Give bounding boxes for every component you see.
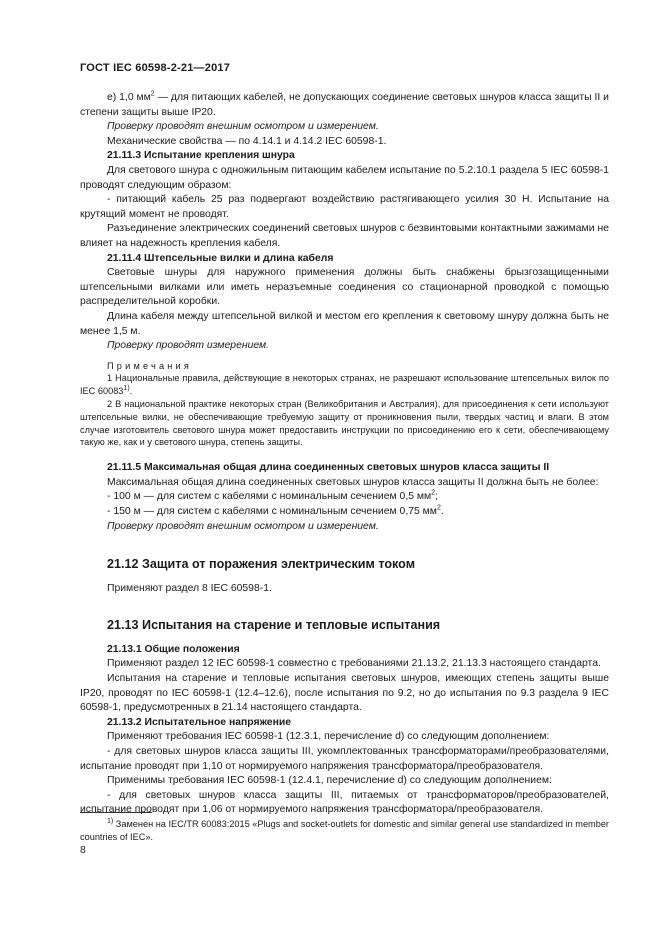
notes-block bbox=[80, 360, 609, 450]
paragraph: Максимальная общая длина соединенных световых шнуров класса защиты II должна быть не более: bbox=[107, 476, 599, 488]
subsection-heading: 21.11.4 Штепсельные вилки и длина кабеля bbox=[107, 252, 334, 264]
page-number: 8 bbox=[80, 845, 86, 856]
paragraph: Применяют раздел 12 IEC 60598-1 совместно с требованиями 21.13.2, 21.13.3 настоящего стандарта. bbox=[107, 658, 601, 670]
note: 1 Национальные правила, действующие в некоторых странах, не разрешают использование штепсельных вилок по IEC 60083$^{1)}$. bbox=[80, 373, 609, 397]
subsection-heading: 21.13.2 Испытательное напряжение bbox=[107, 716, 292, 728]
note: 2 В национальной практике некоторых стран (Великобритания и Австралия), для присоединения к сети используют штепсельные вилки, не обеспечивающие требуемую защиту от проникновения пыли, твердых частиц и влаги. В этом случае изготовитель светового шнура может предоставить инструкции по присоединению его к сети, обеспечивающему такую же, как и у светового шнура, степень защиты. bbox=[80, 399, 609, 448]
section-heading: 21.12 Защита от поражения электрическим током bbox=[107, 557, 416, 572]
footnote-divider bbox=[80, 812, 152, 813]
list-item: - 100 м — для систем с кабелями с номинальным сечением 0,5 $мм^2$; bbox=[107, 489, 438, 503]
paragraph: Применяют требования IEC 60598-1 (12.3.1, перечисление d) со следующим дополнением: bbox=[107, 731, 550, 743]
document-body bbox=[80, 91, 609, 818]
paragraph: Испытания на старение и тепловые испытания световых шнуров, имеющих степень защиты выше IP20, проводят по IEC 60598-1 (12.4–12.6), после испытания по 9.2, но до испытания по 9.3 раздела 9 IEC 60598-1, предусмотренных в 21.14 настоящего стандарта. bbox=[80, 673, 609, 714]
list-item: - для световых шнуров класса защиты III, питаемых от трансформаторов/преобразователей, испытание проводят при 1,06 от нормируемого напряжения трансформатора/преобразователя. bbox=[80, 789, 609, 816]
subsection-heading: 21.11.3 Испытание крепления шнура bbox=[107, 150, 295, 162]
paragraph: Разъединение электрических соединений световых шнуров с безвинтовыми контактными зажимами не влияет на надежность крепления кабеля. bbox=[80, 223, 609, 249]
paragraph: - питающий кабель 25 раз подвергают воздействию растягивающего усилия 30 Н. Испытание на крутящий момент не проводят. bbox=[80, 194, 609, 220]
paragraph: Применяют раздел 8 IEC 60598-1. bbox=[107, 583, 272, 595]
list-item: - 150 м — для систем с кабелями с номинальным сечением 0,75 $мм^2$. bbox=[107, 504, 444, 518]
paragraph: Проверку проводят измерением. bbox=[107, 340, 270, 352]
paragraph: Применимы требования IEC 60598-1 (12.4.1, перечисление d) со следующим дополнением: bbox=[107, 775, 552, 787]
list-item: - для световых шнуров класса защиты III, укомплектованных трансформаторами/преобразователями, испытание проводят при 1,10 от нормируемого напряжения трансформатора/преобразователя. bbox=[80, 745, 609, 772]
subsection-heading: 21.13.1 Общие положения bbox=[107, 643, 240, 655]
notes-title: Примечания bbox=[107, 360, 193, 371]
paragraph: Механические свойства — по 4.14.1 и 4.14.2 IEC 60598-1. bbox=[107, 135, 387, 147]
paragraph: Для светового шнура с одножильным питающим кабелем испытание по 5.2.10.1 раздела 5 IEC 60598-1 проводят следующим образом: bbox=[80, 164, 609, 191]
paragraph: Проверку проводят внешним осмотром и измерением. bbox=[107, 121, 379, 133]
subsection-heading: 21.11.5 Максимальная общая длина соединенных световых шнуров класса защиты II bbox=[107, 462, 550, 474]
paragraph: Длина кабеля между штепсельной вилкой и местом его крепления к световому шнуру должна быть не менее 1,5 м. bbox=[80, 310, 609, 337]
paragraph: е) 1,0 $мм^2$ — для питающих кабелей, не допускающих соединение световых шнуров класса защиты II и степени защиты выше IP20. bbox=[80, 90, 609, 118]
paragraph: Световые шнуры для наружного применения должны быть снабжены брызгозащищенными штепсельными вилками или иметь неразъемные соединения со стационарной проводкой с помощью распределительной коробки. bbox=[80, 267, 609, 308]
section-heading: 21.13 Испытания на старение и тепловые испытания bbox=[107, 617, 441, 632]
paragraph: Проверку проводят внешним осмотром и измерением. bbox=[107, 520, 379, 532]
page-header: ГОСТ IEC 60598-2-21—2017 bbox=[80, 62, 231, 74]
footnote: $^{1)}$ Заменен на IEC/TR 60083:2015 «Plugs and socket-outlets for domestic and similar general use standardized in member countries of IEC». bbox=[80, 817, 609, 842]
